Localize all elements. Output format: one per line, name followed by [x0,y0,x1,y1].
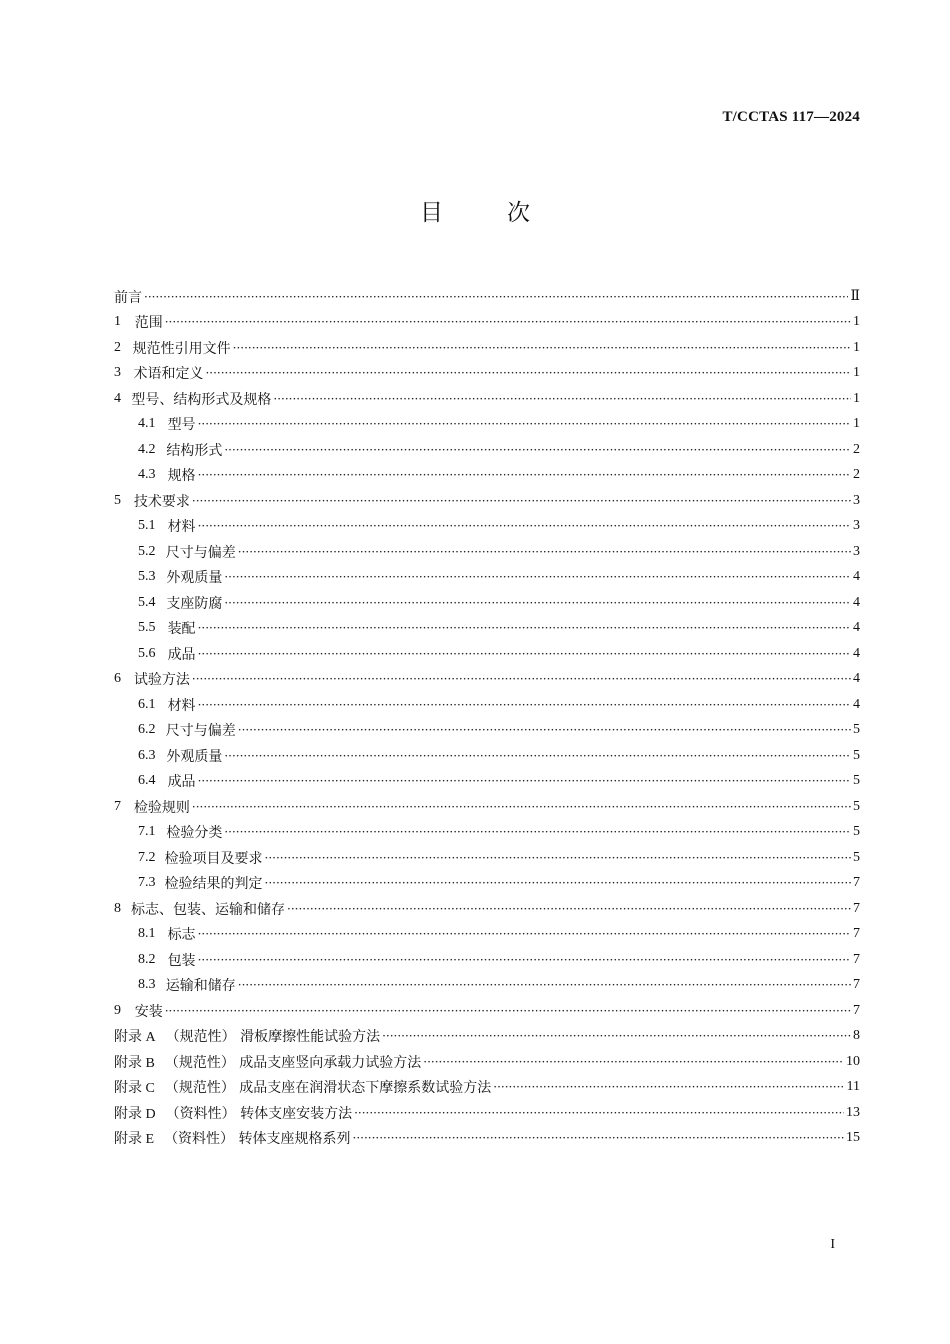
toc-entry-number: 附录 C [114,1081,155,1097]
toc-entry[interactable] [114,667,860,693]
toc-dot-leader [224,596,851,610]
toc-dot-leader [165,1004,851,1018]
toc-dot-leader [238,978,851,992]
toc-entry-label: 外观质量 [166,748,223,765]
toc-entry[interactable] [114,590,860,616]
toc-entry-page: 5 [853,722,860,738]
toc-entry-page: 7 [853,875,860,891]
toc-entry-page: 13 [846,1104,860,1120]
toc-entry[interactable] [114,641,860,667]
toc-entry-label: 支座防腐 [166,595,223,612]
toc-entry-page: 10 [846,1053,860,1069]
table-of-contents [114,284,860,1151]
toc-entry-page: 1 [853,390,860,406]
toc-entry-number: 1 [114,314,121,330]
toc-entry-label: 安装 [134,1003,163,1020]
toc-dot-leader [198,927,851,941]
toc-entry-number: 附录 B [114,1055,155,1071]
toc-entry-number: 附录 D [114,1106,156,1122]
toc-dot-leader [198,698,851,712]
toc-entry-number: 2 [114,339,121,355]
toc-entry-label: 运输和储存 [165,978,236,995]
toc-appendix-entry[interactable] [114,1075,860,1101]
toc-entry-page: 1 [853,314,860,330]
toc-entry-label: 尺寸与偏差 [165,723,236,740]
toc-entry-label: （规范性） 成品支座在润滑状态下摩擦系数试验方法 [164,1080,492,1097]
toc-entry-label: 装配 [167,621,196,638]
toc-entry-page: 5 [853,747,860,763]
toc-entry-label: 材料 [167,519,196,536]
toc-entry[interactable] [114,386,860,412]
toc-entry-page: 1 [853,365,860,381]
toc-entry-label: 材料 [167,697,196,714]
toc-entry[interactable] [114,335,860,361]
toc-entry-page: 4 [853,569,860,585]
toc-entry-page: 1 [853,416,860,432]
toc-entry[interactable] [114,361,860,387]
page-number: I [830,1237,835,1252]
toc-entry[interactable] [114,922,860,948]
toc-entry-number: 3 [114,365,121,381]
toc-entry-number: 4 [114,390,121,406]
toc-entry-number: 附录 E [114,1132,155,1148]
toc-entry-number: 5.1 [138,518,156,534]
toc-entry-label: 检验项目及要求 [164,850,263,867]
toc-entry[interactable] [114,998,860,1024]
toc-appendix-entry[interactable] [114,1126,860,1152]
toc-dot-leader [238,723,851,737]
toc-entry-page: 4 [853,696,860,712]
toc-entry-page: 3 [853,518,860,534]
toc-entry[interactable] [114,947,860,973]
toc-entry-page: 15 [846,1130,860,1146]
toc-entry[interactable] [114,412,860,438]
toc-dot-leader [233,341,851,355]
toc-entry-page: 4 [853,594,860,610]
toc-entry-number: 4.1 [138,416,156,432]
toc-entry-page: 2 [853,441,860,457]
toc-entry-number: 7.1 [138,824,156,840]
toc-appendix-entry[interactable] [114,1024,860,1050]
document-code: T/CCTAS 117—2024 [722,109,860,125]
toc-dot-leader [224,749,851,763]
toc-entry-page: 7 [853,926,860,942]
toc-entry-page: 3 [853,543,860,559]
toc-entry-number: 附录 A [114,1030,156,1046]
toc-entry-label: 检验分类 [166,825,223,842]
toc-entry-number: 5 [114,492,121,508]
toc-entry[interactable] [114,820,860,846]
toc-dot-leader [287,902,851,916]
toc-entry-page: 5 [853,849,860,865]
toc-entry-label: 技术要求 [133,493,190,510]
toc-entry-page: 5 [853,798,860,814]
toc-dot-leader [192,672,851,686]
page-title: 目次 [420,200,594,226]
toc-entry[interactable] [114,692,860,718]
toc-dot-leader [353,1131,844,1145]
toc-entry-number: 9 [114,1002,121,1018]
toc-dot-leader [192,800,851,814]
toc-entry[interactable] [114,284,860,310]
toc-entry-label: 检验结果的判定 [164,876,263,893]
toc-entry-label: 前言 [114,289,142,306]
toc-entry-number: 5.5 [138,620,156,636]
toc-entry-number: 6 [114,671,121,687]
toc-entry-number: 7.3 [138,875,156,891]
toc-entry-number: 4.2 [138,441,156,457]
toc-entry-number: 5.2 [138,543,156,559]
toc-entry[interactable] [114,463,860,489]
toc-entry[interactable] [114,743,860,769]
toc-entry-number: 5.4 [138,594,156,610]
toc-dot-leader [192,494,851,508]
toc-entry-label: 标志、包装、运输和储存 [131,901,286,918]
toc-entry-label: 结构形式 [166,442,223,459]
toc-dot-leader [273,392,851,406]
toc-entry-number: 5.6 [138,645,156,661]
toc-dot-leader [224,443,851,457]
toc-dot-leader [205,366,851,380]
toc-dot-leader [198,647,851,661]
toc-entry-page: 5 [853,824,860,840]
toc-entry-number: 5.3 [138,569,156,585]
toc-entry-label: 术语和定义 [133,366,204,383]
toc-entry-label: 成品 [167,774,196,791]
toc-entry-number: 8.2 [138,951,156,967]
toc-dot-leader [224,570,851,584]
toc-entry-label: 范围 [134,315,163,332]
toc-entry[interactable] [114,539,860,565]
toc-entry-page: 5 [853,773,860,789]
toc-dot-leader [354,1106,844,1120]
toc-entry[interactable] [114,794,860,820]
toc-entry[interactable] [114,488,860,514]
toc-entry-number: 7.2 [138,849,156,865]
toc-dot-leader [493,1080,844,1094]
toc-entry[interactable] [114,616,860,642]
toc-entry-label: 包装 [167,952,196,969]
toc-entry[interactable] [114,871,860,897]
toc-entry-number: 4.3 [138,467,156,483]
toc-entry-page: 7 [853,1002,860,1018]
toc-entry-number: 6.1 [138,696,156,712]
toc-dot-leader [198,953,851,967]
toc-entry-label: 型号 [167,417,196,434]
toc-entry-label: 试验方法 [133,672,190,689]
toc-entry-label: 标志 [167,927,196,944]
toc-entry-page: 7 [853,900,860,916]
toc-dot-leader [265,851,851,865]
toc-entry-number: 6.4 [138,773,156,789]
toc-dot-leader [198,519,851,533]
toc-appendix-entry[interactable] [114,1100,860,1126]
toc-dot-leader [224,825,851,839]
toc-entry-page: 8 [853,1028,860,1044]
toc-entry-label: 尺寸与偏差 [165,544,236,561]
toc-entry-label: （规范性） 滑板摩擦性能试验方法 [165,1029,381,1046]
toc-entry-page: 4 [853,645,860,661]
toc-entry-number: 7 [114,798,121,814]
toc-appendix-entry[interactable] [114,1049,860,1075]
toc-entry[interactable] [114,437,860,463]
toc-entry-page: 3 [853,492,860,508]
toc-entry-page: 11 [846,1079,860,1095]
toc-entry-number: 8.1 [138,926,156,942]
toc-entry-label: 检验规则 [133,799,190,816]
toc-entry[interactable] [114,718,860,744]
toc-entry[interactable] [114,565,860,591]
toc-dot-leader [265,876,851,890]
toc-dot-leader [198,621,851,635]
toc-entry-label: （资料性） 转体支座规格系列 [164,1131,351,1148]
toc-entry-label: 规范性引用文件 [132,340,231,357]
toc-entry-page: 4 [853,671,860,687]
toc-dot-leader [423,1055,844,1069]
toc-entry-label: （资料性） 转体支座安装方法 [165,1105,353,1122]
toc-dot-leader [238,545,851,559]
toc-entry-page: 2 [853,467,860,483]
toc-entry-label: （规范性） 成品支座竖向承载力试验方法 [164,1054,422,1071]
toc-entry[interactable] [114,514,860,540]
toc-entry-label: 外观质量 [166,570,223,587]
toc-entry-number: 8.3 [138,977,156,993]
toc-entry[interactable] [114,973,860,999]
toc-entry[interactable] [114,769,860,795]
toc-entry-page: 7 [853,977,860,993]
toc-entry-label: 成品 [167,646,196,663]
toc-dot-leader [144,290,848,304]
toc-dot-leader [198,468,851,482]
toc-entry-number: 6.3 [138,747,156,763]
toc-entry-number: 8 [114,900,121,916]
toc-entry-page: 7 [853,951,860,967]
toc-entry-page: 1 [853,339,860,355]
toc-entry-page: 4 [853,620,860,636]
toc-entry-number: 6.2 [138,722,156,738]
toc-entry[interactable] [114,845,860,871]
toc-dot-leader [165,315,851,329]
toc-dot-leader [198,417,851,431]
toc-entry-label: 规格 [167,468,196,485]
toc-entry[interactable] [114,310,860,336]
toc-dot-leader [382,1029,851,1043]
toc-entry-label: 型号、结构形式及规格 [131,391,272,408]
toc-dot-leader [198,774,851,788]
toc-entry[interactable] [114,896,860,922]
toc-entry-page: Ⅱ [850,289,860,305]
